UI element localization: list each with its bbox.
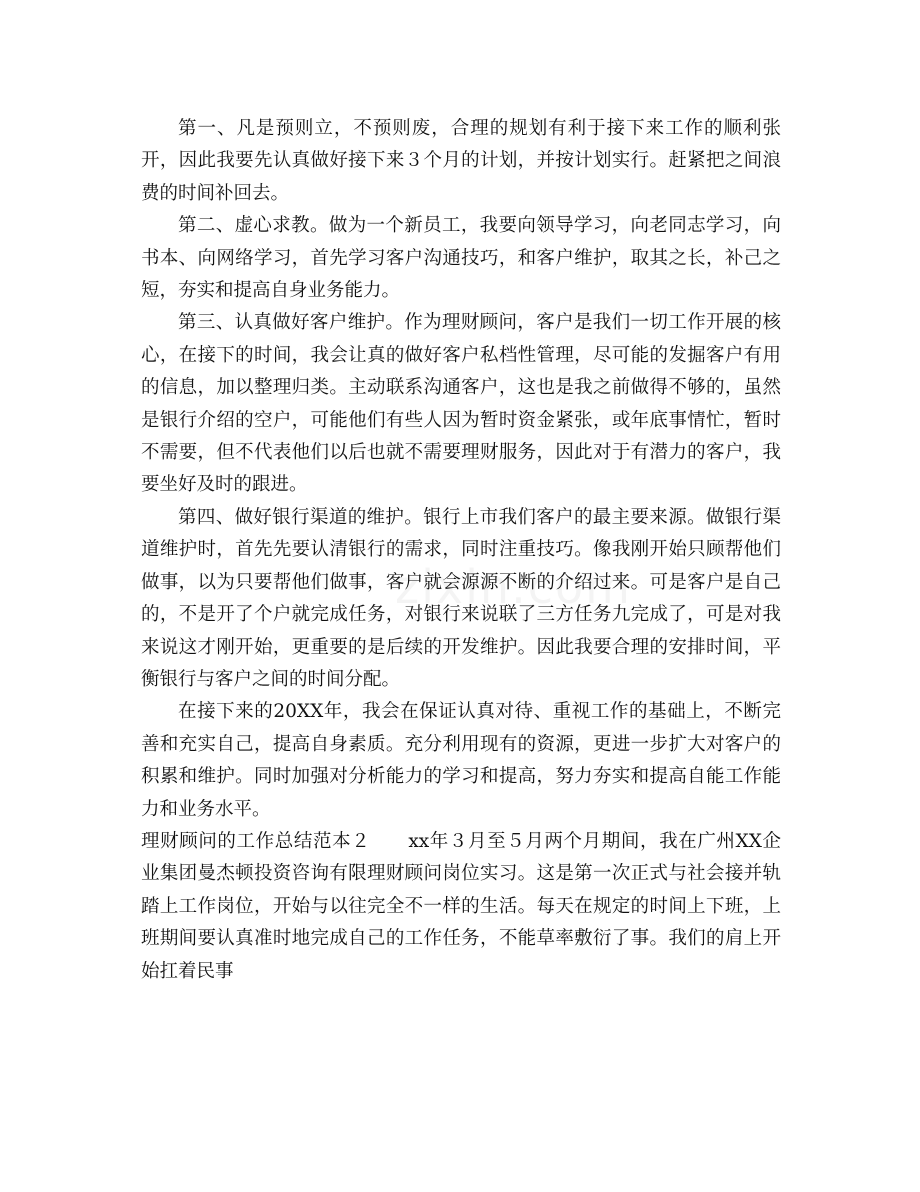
paragraph-5: 在接下来的20XX年，我会在保证认真对待、重视工作的基础上，不断完善和充实自己，提高自身素质。充分利用现有的资源，更进一步扩大对客户的积累和维护。同时加强对分析能力的学习和提高，努力夯实和提高自能工作能力和业务水平。 — [141, 701, 781, 820]
paragraph-3: 第三、认真做好客户维护。作为理财顾问，客户是我们一切工作开展的核心，在接下的时间，我会让真的做好客户私档性管理，尽可能的发掘客户有用的信息，加以整理归类。主动联系沟通客户，这也是我之前做得不够的，虽然是银行介绍的空户，可能他们有些人因为暂时资金紧张，或年底事情忙，暂时不需要，但不代表他们以后也就不需要理财服务，因此对于有潜力的客户，我要坐好及时的跟进。 — [141, 312, 781, 496]
paragraph-1: 第一、凡是预则立，不预则废，合理的规划有利于接下来工作的顺利张开，因此我要先认真做好接下来３个月的计划，并按计划实行。赶紧把之间浪费的时间补回去。 — [141, 118, 781, 204]
section-2-title: 理财顾问的工作总结范本２ — [141, 830, 371, 852]
section-2 — [141, 826, 781, 988]
section-2-text: xx年３月至５月两个月期间，我在广州XX企业集团曼杰顿投资咨询有限理财顾问岗位实习。这是第一次正式与社会接并轨踏上工作岗位，开始与以往完全不一样的生活。每天在规定的时间上下班，上班期间要认真准时地完成自己的工作任务，不能草率敷衍了事。我们的肩上开始扛着民事 — [141, 830, 781, 982]
paragraph-4: 第四、做好银行渠道的维护。银行上市我们客户的最主要来源。做银行渠道维护时，首先先要认清银行的需求，同时注重技巧。像我刚开始只顾帮他们做事，以为只要帮他们做事，客户就会源源不断的介绍过来。可是客户是自己的，不是开了个户就完成任务，对银行来说联了三方任务九完成了，可是对我来说这才刚开始，更重要的是后续的开发维护。因此我要合理的安排时间，平衡银行与客户之间的时间分配。 — [141, 506, 781, 690]
paragraph-2: 第二、虚心求教。做为一个新员工，我要向领导学习，向老同志学习，向书本、向网络学习，首先学习客户沟通技巧，和客户维护，取其之长，补己之短，夯实和提高自身业务能力。 — [141, 215, 781, 302]
document-body — [141, 113, 781, 988]
